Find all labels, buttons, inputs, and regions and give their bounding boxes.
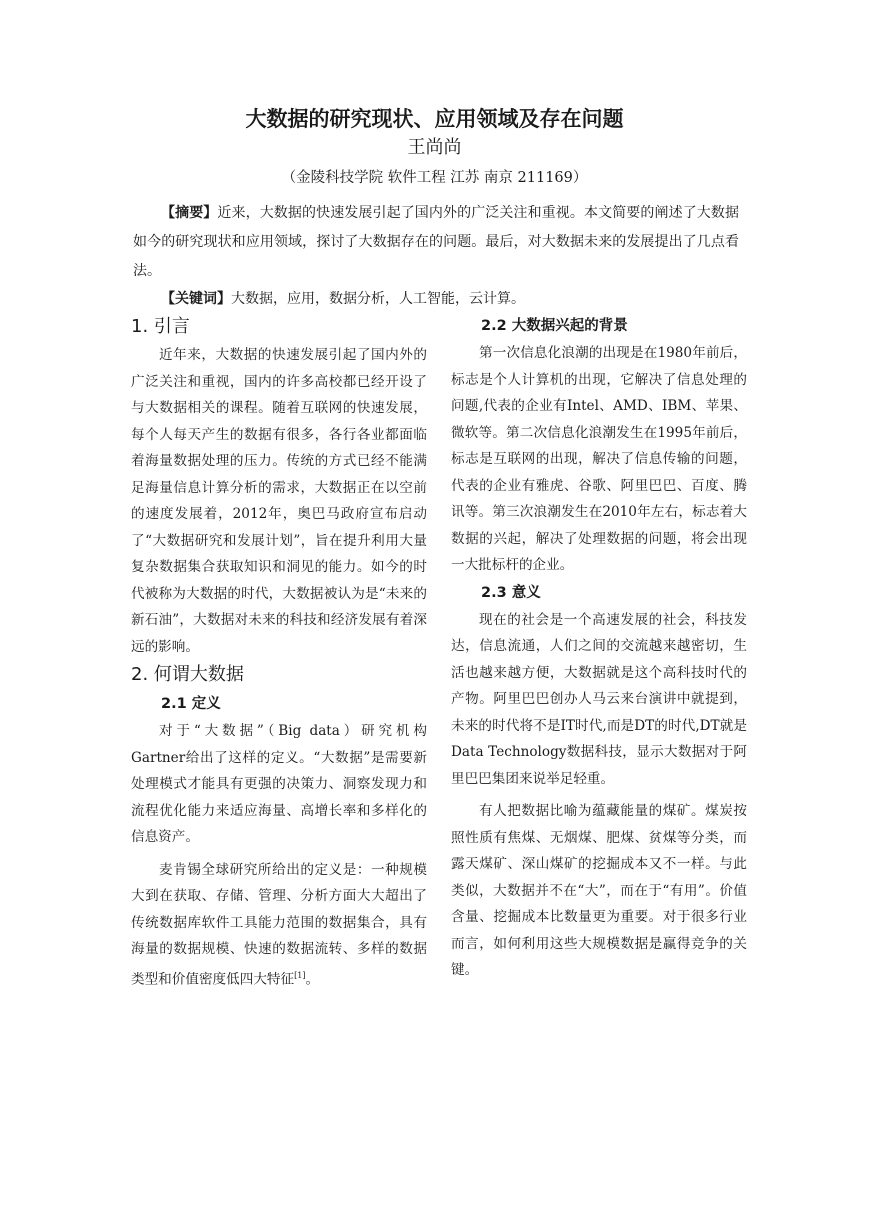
- paper-header: [0, 103, 869, 191]
- keywords: [133, 286, 739, 312]
- abstract-label: 【摘要】: [161, 205, 218, 221]
- left-column: [131, 312, 427, 993]
- paper-title: 大数据的研究现状、应用领域及存在问题: [245, 107, 624, 131]
- mckinsey-end: 。: [305, 971, 320, 988]
- background-paragraph: 第一次信息化浪潮的出现是在1980年前后，标志是个人计算机的出现，它解决了信息处理的问题,代表的企业有Intel、AMD、IBM、苹果、微软等。第二次信息化浪潮发生在1995年前后，标志是互联网的出现，解决了信息传输的问题，代表的企业有雅虎、谷歌、阿里巴巴、百度、腾讯等。第三次浪潮发生在2010年左右，标志着大数据的兴起，解决了处理数据的问题，将会出现一大批标杆的企业。: [451, 345, 747, 573]
- subsection-heading-definition: 2.1 定义: [161, 696, 221, 712]
- mckinsey-text: 麦肯锡全球研究所给出的定义是：一种规模大到在获取、存储、管理、分析方面大大超出了传统数据库软件工具能力范围的数据集合，具有海量的数据规模、快速的数据流转、多样的数据类型和价值密度低四大特征: [131, 861, 427, 988]
- keywords-label: 【关键词】: [161, 291, 231, 307]
- coal-analogy-paragraph: 有人把数据比喻为蕴藏能量的煤矿。煤炭按照性质有焦煤、无烟煤、肥煤、贫煤等分类，而露天煤矿、深山煤矿的挖掘成本又不一样。与此类似，大数据并不在“大”，而在于“有用”。价值含量、挖掘成本比数量更为重要。对于很多行业而言，如何利用这些大规模数据是赢得竞争的关键。: [451, 803, 747, 978]
- significance-paragraph: 现在的社会是一个高速发展的社会，科技发达，信息流通，人们之间的交流越来越密切，生活也越来越方便，大数据就是这个高科技时代的产物。阿里巴巴创办人马云来台演讲中就提到，未来的时代将不是IT时代,而是DT的时代,DT就是Data Technology数据科技，显示大数据对于阿里巴巴集团来说举足轻重。: [451, 611, 747, 787]
- author-affiliation: （金陵科技学院 软件工程 江苏 南京 211169）: [281, 170, 588, 186]
- section-heading-intro: 1. 引言: [131, 316, 190, 337]
- subsection-heading-significance: 2.3 意义: [481, 584, 541, 601]
- definition-paragraph-mckinsey: [131, 857, 427, 993]
- citation-ref: [1]: [294, 970, 306, 980]
- abstract-text: 近来，大数据的快速发展引起了国内外的广泛关注和重视。本文简要的阐述了大数据如今的研究现状和应用领域，探讨了大数据存在的问题。最后，对大数据未来的发展提出了几点看法。: [133, 205, 740, 279]
- subsection-heading-background: 2.2 大数据兴起的背景: [481, 318, 628, 334]
- author-name: 王尚尚: [407, 137, 462, 158]
- keywords-text: 大数据，应用，数据分析，人工智能，云计算。: [231, 291, 525, 307]
- definition-paragraph-gartner: 对于“大数据”（Big data）研究机构Gartner给出了这样的定义。“大数据”是需要新处理模式才能具有更强的决策力、洞察发现力和流程优化能力来适应海量、高增长率和多样化的信息资产。: [131, 723, 427, 845]
- right-column: [451, 312, 747, 984]
- section-heading-what-is-big-data: 2. 何谓大数据: [131, 664, 244, 685]
- intro-paragraph: 近年来，大数据的快速发展引起了国内外的广泛关注和重视，国内的许多高校都已经开设了与大数据相关的课程。随着互联网的快速发展，每个人每天产生的数据有很多，各行各业都面临着海量数据处理的压力。传统的方式已经不能满足海量信息计算分析的需求，大数据正在以空前的速度发展着，2012年，奥巴马政府宣布启动了“大数据研究和发展计划”，旨在提升利用大量复杂数据集合获取知识和洞见的能力。如今的时代被称为大数据的时代，大数据被认为是“未来的新石油”，大数据对未来的科技和经济发展有着深远的影响。: [131, 347, 427, 655]
- abstract: [133, 199, 739, 286]
